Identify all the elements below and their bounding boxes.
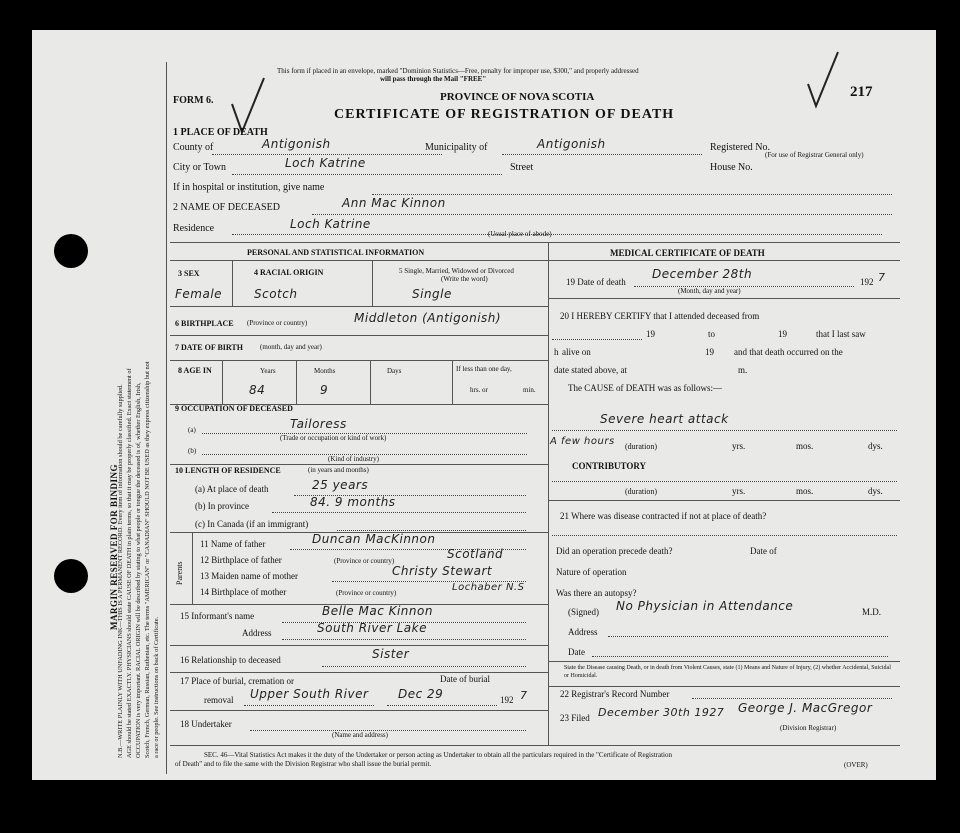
burial-place-value: Upper South River — [250, 687, 369, 701]
certify-line-2b: to — [708, 329, 716, 339]
certificate-number: 217 — [850, 84, 873, 100]
informant-address-label: Address — [242, 628, 272, 638]
certify-line-4: date stated above, at — [554, 365, 627, 375]
certify-line-2d: that I last saw — [816, 329, 866, 339]
certify-line-2c: 19 — [778, 329, 787, 339]
years-value: 84 — [249, 383, 266, 397]
violent-note: State the Disease causing Death, or in death from Violent Causes, state (1) Means and Nature of Injury, (2) whether Accidental, Suicidal or Homicidal. — [564, 665, 891, 679]
burial-year-suffix: 7 — [520, 689, 528, 702]
min-label: min. — [523, 386, 536, 394]
marital-value: Single — [412, 287, 452, 301]
death-year-prefix: 192 — [860, 277, 874, 287]
registrar-signature: George J. MacGregor — [738, 701, 873, 715]
race-label: 4 RACIAL ORIGIN — [254, 268, 324, 277]
certify-line-4b: m. — [738, 365, 748, 375]
father-birthplace-label: 12 Birthplace of father — [200, 555, 282, 565]
marital-note: (Write the word) — [441, 275, 488, 283]
occ-a-note: (Trade or occupation or kind of work) — [280, 434, 387, 442]
informant-address-value: South River Lake — [317, 621, 427, 635]
registrar-note: (Division Registrar) — [780, 724, 837, 732]
in-province-label: (b) In province — [195, 501, 249, 511]
city-value: Loch Katrine — [285, 156, 366, 170]
burial-label: 17 Place of burial, cremation or — [180, 676, 294, 686]
father-value: Duncan MacKinnon — [312, 532, 436, 546]
father-birthplace-note: (Province or country) — [334, 557, 395, 565]
province: PROVINCE OF NOVA SCOTIA — [440, 91, 595, 103]
father-label: 11 Name of father — [200, 539, 266, 549]
certify-line-3b: alive on — [562, 347, 591, 357]
birthplace-note: (Province or country) — [247, 319, 308, 327]
filed-value: December 30th 1927 — [598, 706, 725, 719]
registered-note: (For use of Registrar General only) — [765, 151, 864, 159]
over-label: (OVER) — [844, 761, 868, 769]
death-date-note: (Month, day and year) — [678, 287, 741, 295]
months-label: Months — [314, 367, 336, 375]
residence-label: Residence — [173, 223, 215, 234]
envelope-note-2: will pass through the Mail "FREE" — [380, 75, 487, 83]
signed-value: No Physician in Attendance — [616, 599, 794, 613]
street-label: Street — [510, 162, 534, 173]
undertaker-note: (Name and address) — [332, 731, 388, 739]
mother-birthplace-label: 14 Birthplace of mother — [200, 587, 287, 597]
registered-label: Registered No. — [710, 142, 770, 153]
margin-instructions: N.B.—WRITE PLAINLY WITH UNFADING INK—THIS IS A PERMANENT RECORD. Every item of information should be carefully supplied. AGE should be stated EXACTLY. PHYSICIANS should state CAUSE OF DEATH in plain terms, so that it may be properly classified. Exact statement of OCCUPATION is very important. RACIAL ORIGIN will be described by stating to what people or tongue the deceased is of, whether English, Irish, Scotch, French, German, Russian, Ruthenian, etc. The terms "AMERICAN" or "CANADIAN" SHOULD NOT BE USED as they express citizenship but not a race or people. See instructions on back of Certificate. — [117, 361, 160, 758]
father-birthplace-value: Scotland — [447, 547, 504, 561]
informant-label: 15 Informant's name — [180, 611, 255, 621]
mother-birthplace-value: Lochaber N.S — [452, 582, 525, 593]
relationship-value: Sister — [372, 647, 410, 661]
duration-label-2: (duration) — [625, 487, 657, 496]
certify-line-3c: 19 — [705, 347, 714, 357]
medical-heading: MEDICAL CERTIFICATE OF DEATH — [610, 248, 765, 258]
operation-label: Did an operation precede death? — [556, 546, 673, 556]
form-number: FORM 6. — [173, 95, 214, 106]
mos-label: mos. — [796, 441, 814, 451]
county-label: County of — [173, 142, 214, 153]
check-mark-icon-right — [804, 48, 844, 112]
autopsy-label: Was there an autopsy? — [556, 588, 637, 598]
age-label: 8 AGE IN — [178, 366, 212, 375]
days-label: Days — [387, 367, 402, 375]
parents-label: Parents — [175, 561, 184, 585]
cause-label: The CAUSE of DEATH was as follows:— — [568, 383, 722, 393]
length-residence-label: 10 LENGTH OF RESIDENCE — [175, 466, 281, 475]
mother-value: Christy Stewart — [392, 564, 493, 578]
birthplace-value: Middleton (Antigonish) — [354, 311, 502, 325]
certify-line-3a: h — [554, 347, 559, 357]
residence-note: (Usual place of abode) — [488, 230, 552, 238]
certify-line-2a: 19 — [646, 329, 655, 339]
removal-label: removal — [204, 695, 234, 705]
city-label: City or Town — [173, 162, 227, 173]
residence-value: Loch Katrine — [290, 217, 371, 231]
in-province-value: 84. 9 months — [310, 495, 396, 509]
md-label: M.D. — [862, 607, 882, 617]
birthplace-label: 6 BIRTHPLACE — [175, 319, 234, 328]
municipality-value: Antigonish — [537, 137, 606, 151]
mother-label: 13 Maiden name of mother — [200, 571, 298, 581]
years-label: Years — [260, 367, 276, 375]
at-place-value: 25 years — [312, 478, 369, 492]
dys-label-2: dys. — [868, 486, 883, 496]
informant-value: Belle Mac Kinnon — [322, 604, 433, 618]
certificate-paper — [32, 30, 936, 780]
cause-value: Severe heart attack — [600, 412, 729, 426]
nature-label: Nature of operation — [556, 567, 627, 577]
sex-value: Female — [175, 287, 223, 301]
dys-label: dys. — [868, 441, 883, 451]
hrs-label: hrs. or — [470, 386, 488, 394]
yrs-label: yrs. — [732, 441, 746, 451]
occupation-label: 9 OCCUPATION OF DECEASED — [175, 404, 293, 413]
deceased-name: Ann Mac Kinnon — [342, 196, 446, 210]
sec46-note: SEC. 46—Vital Statistics Act makes it the duty of the Undertaker or person acting as Undertaker to obtain all the particulars required in the "Certificate of Registration — [204, 751, 673, 759]
marital-label: 5 Single, Married, Widowed or Divorced — [399, 267, 514, 275]
occ-b-note: (Kind of industry) — [328, 455, 379, 463]
punch-hole-top — [54, 234, 88, 268]
cause-duration-value: A few hours — [550, 436, 615, 447]
dob-label: 7 DATE OF BIRTH — [175, 343, 243, 352]
race-value: Scotch — [254, 287, 298, 301]
physician-address-label: Address — [568, 627, 598, 637]
occ-a-label: (a) — [188, 426, 196, 434]
dob-note: (month, day and year) — [260, 343, 322, 351]
certify-line-1: 20 I HEREBY CERTIFY that I attended deceased from — [560, 311, 760, 321]
burial-year-prefix: 192 — [500, 695, 514, 705]
binding-label: MARGIN RESERVED FOR BINDING — [109, 464, 119, 630]
signed-label: (Signed) — [568, 607, 599, 617]
personal-heading: PERSONAL AND STATISTICAL INFORMATION — [247, 248, 425, 257]
burial-date-value: Dec 29 — [398, 687, 444, 701]
less-day-label: If less than one day, — [456, 365, 512, 373]
where-contracted-label: 21 Where was disease contracted if not at place of death? — [560, 511, 767, 521]
county-value: Antigonish — [262, 137, 331, 151]
undertaker-label: 18 Undertaker — [180, 719, 232, 729]
physician-date-label: Date — [568, 647, 585, 657]
occupation-value: Tailoress — [290, 417, 347, 431]
occ-b-label: (b) — [188, 447, 197, 455]
yrs-label-2: yrs. — [732, 486, 746, 496]
contributory-label: CONTRIBUTORY — [572, 461, 647, 471]
hospital-label: If in hospital or institution, give name — [173, 182, 325, 193]
operation-date-label: Date of — [750, 546, 777, 556]
at-place-label: (a) At place of death — [195, 484, 269, 494]
in-canada-label: (c) In Canada (if an immigrant) — [195, 519, 309, 529]
sex-label: 3 SEX — [178, 269, 200, 278]
death-date-value: December 28th — [652, 267, 753, 281]
death-year-suffix: 7 — [878, 271, 886, 284]
certify-line-3d: and that death occurred on the — [734, 347, 843, 357]
house-label: House No. — [710, 162, 753, 173]
place-heading: 1 PLACE OF DEATH — [173, 127, 268, 138]
sec46-note-2: of Death" and to file the same with the Division Registrar who shall issue the burial permit. — [175, 760, 432, 768]
envelope-note: This form if placed in an envelope, marked "Dominion Statistics—Free, penalty for improper use, $300," and properly addressed — [277, 67, 639, 75]
length-residence-note: (in years and months) — [308, 466, 369, 474]
duration-label: (duration) — [625, 442, 657, 451]
municipality-label: Municipality of — [425, 142, 488, 153]
punch-hole-bottom — [54, 559, 88, 593]
months-value: 9 — [320, 383, 329, 397]
filed-label: 23 Filed — [560, 713, 590, 723]
name-label: 2 NAME OF DECEASED — [173, 202, 280, 213]
death-date-label: 19 Date of death — [566, 277, 626, 287]
relationship-label: 16 Relationship to deceased — [180, 655, 281, 665]
certificate-title: CERTIFICATE OF REGISTRATION OF DEATH — [334, 107, 675, 122]
burial-date-label: Date of burial — [440, 674, 490, 684]
mos-label-2: mos. — [796, 486, 814, 496]
mother-birthplace-note: (Province or country) — [336, 589, 397, 597]
registrar-record-label: 22 Registrar's Record Number — [560, 689, 670, 699]
